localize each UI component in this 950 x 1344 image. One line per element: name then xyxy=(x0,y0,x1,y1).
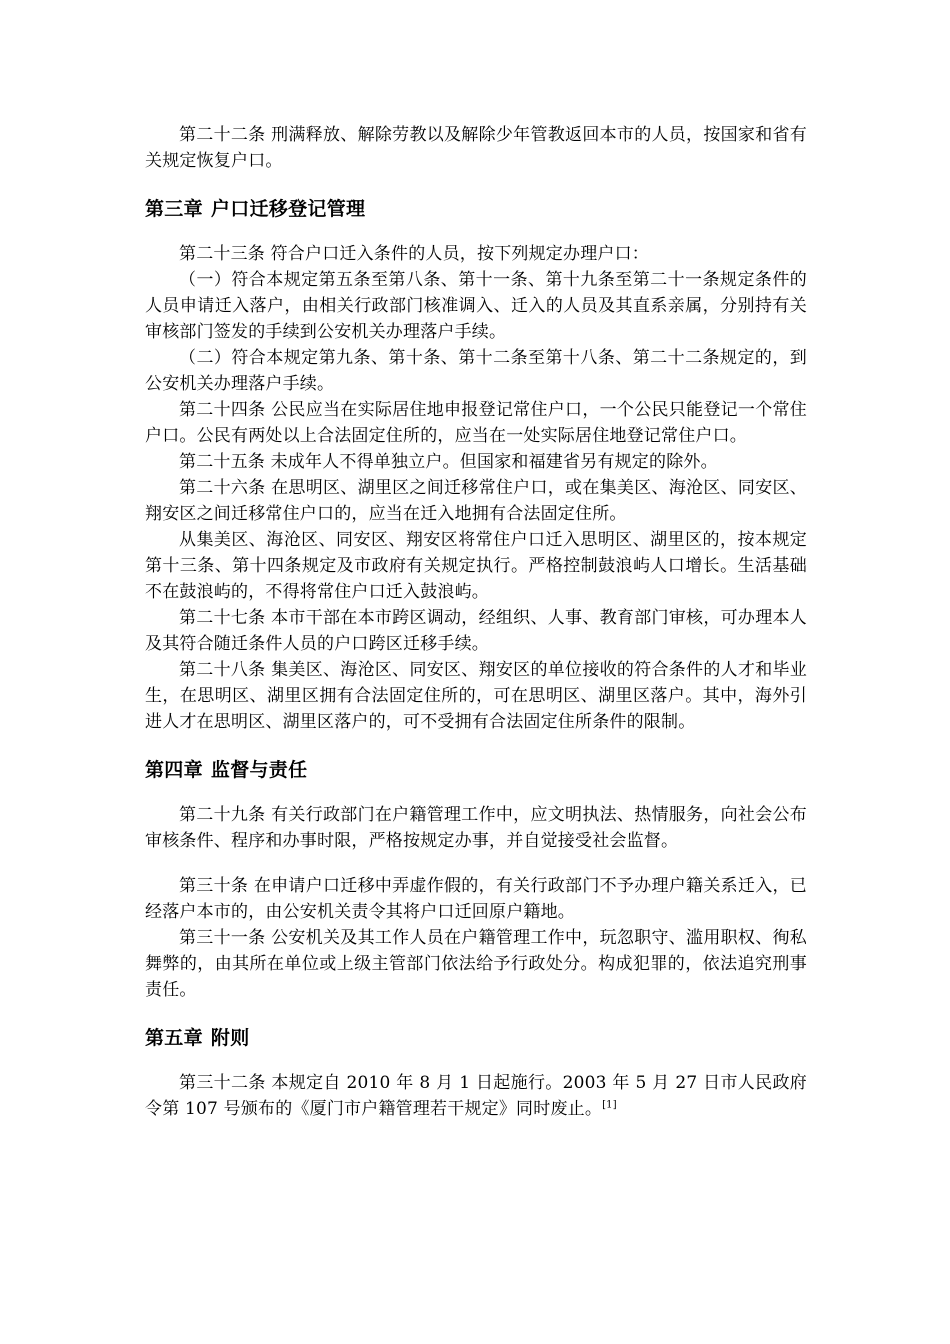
article-32-text: 第三十二条 本规定自 2010 年 8 月 1 日起施行。2003 年 5 月 27 日市人民政府令第 107 号颁布的《厦门市户籍管理若干规定》同时废止。 xyxy=(145,1073,807,1119)
chapter-5-heading xyxy=(145,1025,807,1051)
article-22: 第二十二条 刑满释放、解除劳教以及解除少年管教返回本市的人员，按国家和省有关规定恢复户口。 xyxy=(145,125,807,171)
article-23-item-2: （二）符合本规定第九条、第十条、第十二条至第十八条、第二十二条规定的，到公安机关办理落户手续。 xyxy=(145,348,807,394)
chapter-4-number: 第四章 xyxy=(145,759,203,781)
chapter-3-heading xyxy=(145,196,807,222)
chapter-3-title: 户口迁移登记管理 xyxy=(210,198,366,220)
document-page xyxy=(145,122,807,1122)
article-26-paragraph-2: 从集美区、海沧区、同安区、翔安区将常住户口迁入思明区、湖里区的，按本规定第十三条、第十四条规定及市政府有关规定执行。严格控制鼓浪屿人口增长。生活基础不在鼓浪屿的，不得将常住户口迁入鼓浪屿。 xyxy=(145,530,807,602)
chapter-3-number: 第三章 xyxy=(145,198,203,220)
chapter-5-title: 附则 xyxy=(210,1027,250,1049)
article-30: 第三十条 在申请户口迁移中弄虚作假的，有关行政部门不予办理户籍关系迁入，已经落户本市的，由公安机关责令其将户口迁回原户籍地。 xyxy=(145,876,807,922)
article-28: 第二十八条 集美区、海沧区、同安区、翔安区的单位接收的符合条件的人才和毕业生，在思明区、湖里区拥有合法固定住所的，可在思明区、湖里区落户。其中，海外引进人才在思明区、湖里区落户的，可不受拥有合法固定住所条件的限制。 xyxy=(145,660,807,732)
chapter-4-title: 监督与责任 xyxy=(210,759,308,781)
article-23: 第二十三条 符合户口迁入条件的人员，按下列规定办理户口： xyxy=(179,244,650,264)
chapter-5-number: 第五章 xyxy=(145,1027,203,1049)
article-29: 第二十九条 有关行政部门在户籍管理工作中，应文明执法、热情服务，向社会公布审核条件、程序和办事时限，严格按规定办事，并自觉接受社会监督。 xyxy=(145,805,807,851)
article-27: 第二十七条 本市干部在本市跨区调动，经组织、人事、教育部门审核，可办理本人及其符合随迁条件人员的户口跨区迁移手续。 xyxy=(145,608,807,654)
article-32 xyxy=(145,1070,807,1122)
article-23-item-1: （一）符合本规定第五条至第八条、第十一条、第十九条至第二十一条规定条件的人员申请迁入落户，由相关行政部门核准调入、迁入的人员及其直系亲属，分别持有关审核部门签发的手续到公安机关办理落户手续。 xyxy=(145,270,807,342)
article-26: 第二十六条 在思明区、湖里区之间迁移常住户口，或在集美区、海沧区、同安区、翔安区之间迁移常住户口的，应当在迁入地拥有合法固定住所。 xyxy=(145,478,807,524)
footnote-reference[interactable]: [1] xyxy=(602,1099,617,1111)
chapter-4-heading xyxy=(145,757,807,783)
article-24: 第二十四条 公民应当在实际居住地申报登记常住户口，一个公民只能登记一个常住户口。公民有两处以上合法固定住所的，应当在一处实际居住地登记常住户口。 xyxy=(145,400,807,446)
article-25: 第二十五条 未成年人不得单独立户。但国家和福建省另有规定的除外。 xyxy=(179,452,718,472)
article-31: 第三十一条 公安机关及其工作人员在户籍管理工作中，玩忽职守、滥用职权、徇私舞弊的，由其所在单位或上级主管部门依法给予行政处分。构成犯罪的，依法追究刑事责任。 xyxy=(145,928,807,1000)
